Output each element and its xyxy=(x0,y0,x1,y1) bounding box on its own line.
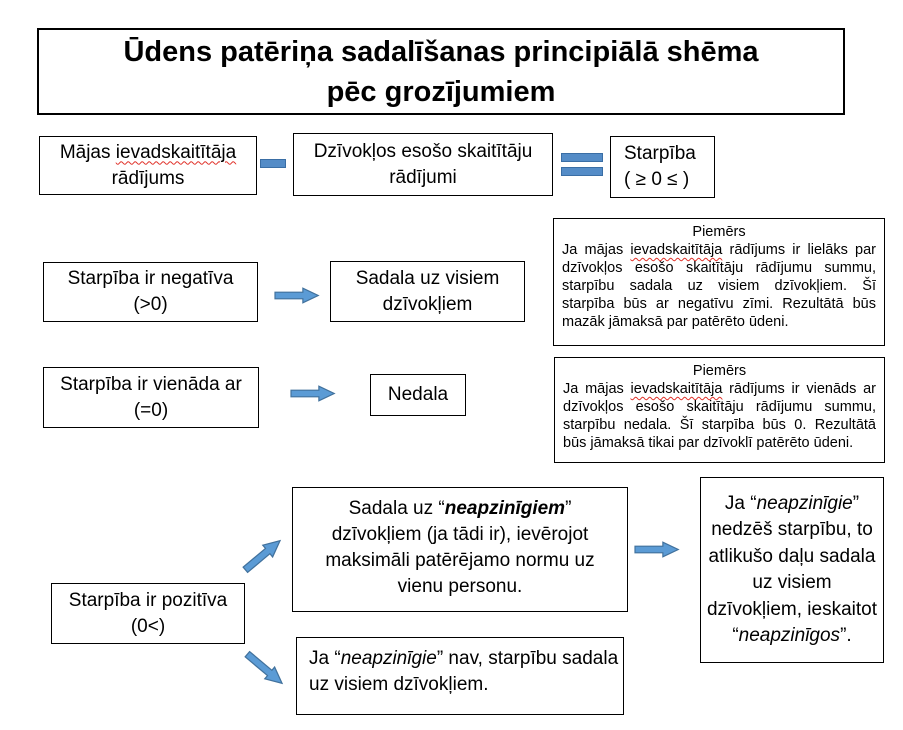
equal-condition-box xyxy=(43,367,259,428)
arrow-right-icon xyxy=(291,385,335,402)
arrow-up-right-icon xyxy=(240,533,287,576)
distribute-unaware-box xyxy=(292,487,628,612)
difference-line-2: ( ≥ 0 ≤ ) xyxy=(624,169,690,190)
house-meter-line-1 xyxy=(60,140,236,166)
distribute-all-line-2: dzīvokļiem xyxy=(382,293,473,315)
equal-condition-line-2: (=0) xyxy=(133,399,169,421)
no-unaware-text xyxy=(309,646,623,698)
example-negative-body xyxy=(562,241,876,331)
apartment-meters-line-2: rādījumi xyxy=(389,166,457,188)
house-meter-pre: Mājas xyxy=(59,141,116,163)
example-equal-post: rādījums ir vienāds ar dzīvokļos esošo skaitītāju rādījumu summu, starpību nedala. Šī starpība būs 0. Rezultātā būs jāmaksā tikai par dzīvoklī patērēto ūdeni. xyxy=(563,381,876,451)
remainder-note-seg1: Ja “ xyxy=(724,492,757,514)
negative-condition-line-2: (>0) xyxy=(133,294,168,315)
remainder-note-box xyxy=(700,477,884,663)
title-line-2: pēc grozījumiem xyxy=(326,75,556,108)
minus-icon xyxy=(260,159,286,168)
equals-icon xyxy=(561,153,603,176)
arrow-down-right-icon xyxy=(242,647,289,690)
house-meter-box xyxy=(39,136,257,195)
distribute-unaware-seg2: ” dzīvokļiem (ja tādi ir), ievērojot maksimāli patērējamo normu uz vienu personu. xyxy=(325,498,595,597)
house-meter-misspelled-word: ievadskaitītāja xyxy=(115,141,237,163)
example-negative-title: Piemērs xyxy=(692,224,746,240)
apartment-meters-box xyxy=(293,133,553,196)
example-equal-box xyxy=(554,357,885,463)
example-negative-box xyxy=(553,218,885,346)
distribute-unaware-term: neapzinīgiem xyxy=(444,498,566,519)
example-negative-misspelled-word: ievadskaitītāja xyxy=(630,242,723,258)
no-unaware-seg1: Ja “ xyxy=(309,648,341,669)
no-unaware-box xyxy=(296,637,624,715)
example-negative-pre: Ja mājas xyxy=(562,242,631,258)
title-box xyxy=(37,28,845,115)
remainder-note-seg3: ”. xyxy=(840,625,852,646)
example-equal-pre: Ja mājas xyxy=(563,381,631,397)
example-equal-body xyxy=(563,380,876,452)
negative-condition-line-1: Starpība ir negatīva xyxy=(67,268,234,289)
difference-line-1: Starpība xyxy=(624,143,696,164)
arrow-right-icon xyxy=(275,287,319,304)
positive-condition-line-1: Starpība ir pozitīva xyxy=(68,589,228,611)
remainder-note-text xyxy=(705,491,879,650)
equal-condition-line-1: Starpība ir vienāda ar xyxy=(60,373,242,395)
no-split-box xyxy=(370,374,466,416)
example-negative-post: rādījums ir lielāks par dzīvokļos esošo skaitītāju rādījumu summu, starpību sadala uz visiem dzīvokļiem. Šī starpība būs ar negatīvu zīmi. Rezultātā būs mazāk jāmaksā par patērēto ūdeni. xyxy=(562,242,876,330)
positive-condition-box xyxy=(51,583,245,644)
title-line-1: Ūdens patēriņa sadalīšanas principiālā shēma xyxy=(123,35,759,68)
house-meter-line-2: rādījums xyxy=(111,167,185,189)
remainder-note-term-1: neapzinīgie xyxy=(756,492,853,514)
remainder-note-term-2: neapzinīgos xyxy=(738,625,841,646)
example-equal-title: Piemērs xyxy=(692,363,747,379)
positive-condition-line-2: (0<) xyxy=(130,615,166,637)
no-unaware-seg2: ” nav, starpību sadala uz visiem dzīvokļiem. xyxy=(309,648,619,695)
remainder-note-seg2: ” nedzēš starpību, to atlikušo daļu sadala uz visiem dzīvokļiem, ieskaitot “ xyxy=(706,492,877,646)
apartment-meters-line-1: Dzīvokļos esošo skaitītāju xyxy=(313,140,533,162)
no-unaware-term: neapzinīgie xyxy=(340,648,437,669)
negative-condition-box xyxy=(43,262,258,322)
arrow-right-icon xyxy=(635,541,679,558)
difference-box xyxy=(610,136,715,198)
example-equal-misspelled-word: ievadskaitītāja xyxy=(630,381,723,397)
distribute-unaware-seg1: Sadala uz “ xyxy=(348,498,445,519)
distribute-all-line-1: Sadala uz visiem xyxy=(355,267,500,289)
no-split-label: Nedala xyxy=(387,384,449,405)
distribute-all-box xyxy=(330,261,525,322)
